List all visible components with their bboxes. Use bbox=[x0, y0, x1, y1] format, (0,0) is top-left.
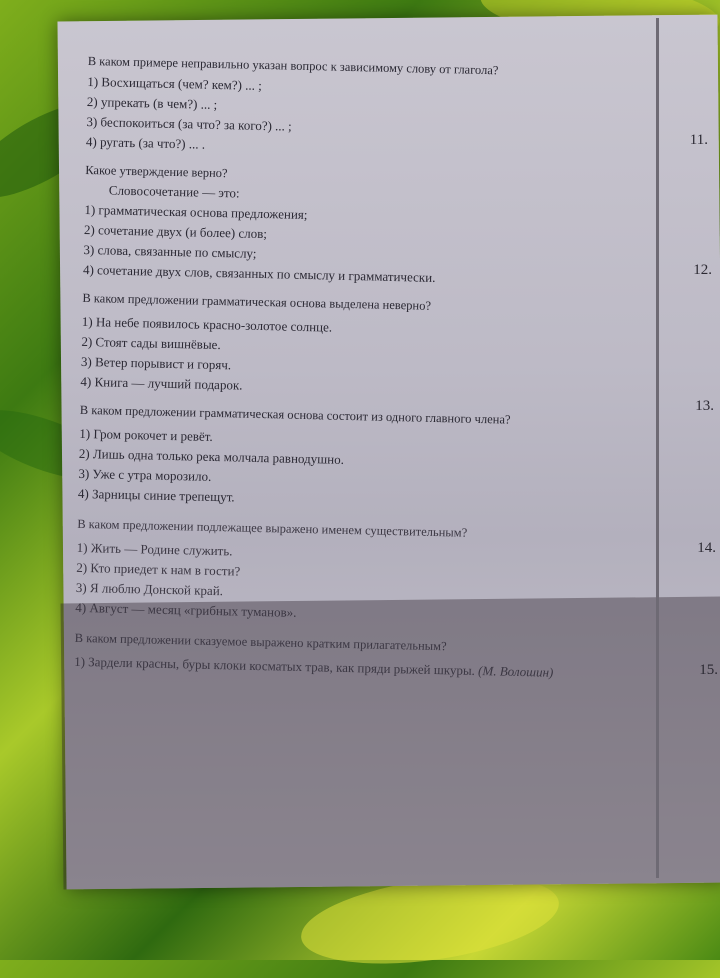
answer-option: 2) Кто приедет к нам в гости? bbox=[76, 559, 241, 579]
question-number-13: 13. bbox=[695, 398, 714, 414]
answer-list bbox=[78, 424, 640, 516]
answer-option: 2) Стоят сады вишнёвые. bbox=[81, 333, 221, 353]
answer-option: 1) грамматическая основа предложения; bbox=[84, 201, 308, 223]
answer-option: 3) слова, связанные по смыслу; bbox=[83, 241, 257, 261]
answer-list bbox=[80, 312, 642, 404]
answer-option: 4) Книга — лучший подарок. bbox=[80, 373, 243, 393]
question-prompt: В каком примере неправильно указан вопрос к зависимому слову от глагола? bbox=[87, 53, 499, 78]
answer-option: 2) Лишь одна только река молчала равнодушно. bbox=[78, 445, 345, 467]
question-number-15: 15. bbox=[699, 662, 718, 678]
answer-list bbox=[83, 200, 645, 292]
question-number-14: 14. bbox=[697, 540, 716, 556]
question-number-12: 12. bbox=[693, 262, 712, 278]
worksheet-content bbox=[74, 52, 648, 685]
answer-option: 2) упрекать (в чем?) ... ; bbox=[86, 93, 218, 112]
answer-option: 1) Гром рокочет и ревёт. bbox=[79, 425, 213, 444]
answer-option: 1) Восхищаться (чем? кем?) ... ; bbox=[87, 73, 262, 93]
answer-option: 3) Уже с утра морозило. bbox=[78, 465, 212, 484]
answer-list bbox=[75, 538, 637, 630]
question-prompt: Какое утверждение верно? bbox=[85, 162, 228, 181]
answer-option: 4) Зарницы синие трепещут. bbox=[77, 485, 235, 505]
question-prompt: В каком предложении грамматическая основа состоит из одного главного члена? bbox=[79, 402, 511, 427]
answer-option: 3) беспокоиться (за что? за кого?) ... ; bbox=[86, 113, 292, 134]
answer-option: 4) сочетание двух слов, связанных по смыслу и грамматически. bbox=[82, 261, 436, 285]
answer-option: 4) ругать (за что?) ... . bbox=[85, 133, 206, 152]
page-fold bbox=[656, 18, 659, 878]
answer-option: 4) Август — месяц «грибных туманов». bbox=[75, 599, 297, 620]
question-prompt: В каком предложении подлежащее выражено именем существительным? bbox=[77, 516, 468, 540]
answer-option: 3) Я люблю Донской край. bbox=[75, 579, 224, 599]
quote-author: (М. Волошин) bbox=[477, 663, 554, 680]
definition-stem: Словосочетание — это: bbox=[108, 182, 240, 201]
answer-list bbox=[86, 72, 648, 164]
answer-option: 3) Ветер порывист и горяч. bbox=[80, 353, 232, 373]
question-prompt: В каком предложении грамматическая основа выделена неверно? bbox=[82, 290, 432, 313]
answer-option: 2) сочетание двух (и более) слов; bbox=[83, 221, 268, 242]
question-prompt: В каком предложении сказуемое выражено кратким прилагательным? bbox=[74, 630, 447, 654]
question-number-11: 11. bbox=[689, 132, 708, 148]
answer-option: 1) Жить — Родине служить. bbox=[76, 539, 233, 559]
answer-option: 1) На небе появилось красно-золотое солнце. bbox=[81, 313, 333, 335]
answer-option-text: 1) Зардели красны, буры клоки косматых трав, как пряди рыжей шкуры. bbox=[74, 653, 476, 678]
